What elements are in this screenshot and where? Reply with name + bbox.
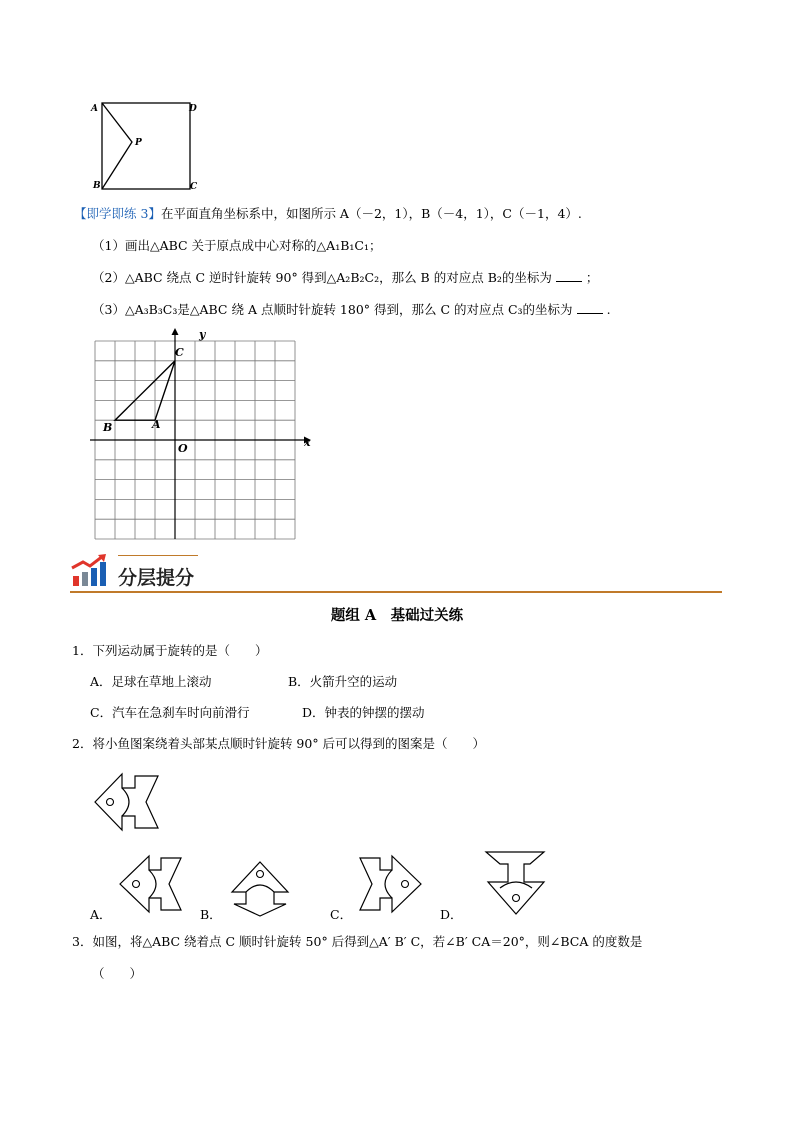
answer-blank-q2[interactable] bbox=[556, 270, 582, 282]
fish-option-c-figure[interactable] bbox=[354, 850, 426, 920]
q1-option-d[interactable]: D．钟表的钟摆的摆动 bbox=[302, 705, 425, 720]
q3-answer-paren: （ ） bbox=[92, 966, 143, 981]
exercise3-intro: 在平面直角坐标系中，如图所示 A（－2，1），B（－4，1），C（－1，4）. bbox=[160, 206, 582, 221]
fish-option-a-figure[interactable] bbox=[115, 850, 185, 920]
grid-label-a: A bbox=[152, 418, 161, 431]
section-title-overline bbox=[118, 555, 198, 556]
square-label-c: C bbox=[190, 182, 198, 192]
bar-chart-growth-icon bbox=[70, 554, 108, 588]
answer-blank-q3[interactable] bbox=[577, 302, 603, 314]
square-label-d: D bbox=[189, 104, 197, 114]
fish-original-figure bbox=[92, 766, 162, 838]
q2-option-b-label[interactable]: B． bbox=[200, 907, 222, 922]
grid-label-b: B bbox=[103, 421, 113, 434]
fish-option-d-figure[interactable] bbox=[480, 848, 552, 920]
q2-stem: 2．将小鱼图案绕着头部某点顺时针旋转 90° 后可以得到的图案是（ ） bbox=[72, 736, 486, 751]
exercise3-q2-end: ； bbox=[585, 270, 599, 285]
grid-label-y: y bbox=[199, 328, 206, 341]
section-title: 分层提分 bbox=[118, 567, 195, 589]
exercise3-q3: （3）△A₃B₃C₃是△ABC 绕 A 点顺时针旋转 180° 得到，那么 C 的对应点 C₃的坐标为 bbox=[92, 302, 573, 317]
coordinate-grid-figure bbox=[90, 325, 320, 545]
q3-stem: 3．如图，将△ABC 绕着点 C 顺时针旋转 50° 后得到△A′ B′ C，若∠B′ CA＝20°，则∠BCA 的度数是 bbox=[72, 934, 643, 949]
q2-option-a-label[interactable]: A． bbox=[90, 907, 112, 922]
exercise3-intro-line bbox=[74, 206, 582, 222]
fish-option-b-figure[interactable] bbox=[224, 850, 296, 922]
exercise3-q1: （1）画出△ABC 关于原点成中心对称的△A₁B₁C₁； bbox=[92, 238, 382, 253]
q2-option-c-label[interactable]: C． bbox=[330, 907, 353, 922]
q2-option-d-label[interactable]: D． bbox=[440, 907, 463, 922]
section-rule bbox=[70, 591, 722, 593]
exercise3-q3-line bbox=[92, 302, 611, 318]
square-label-a: A bbox=[91, 104, 98, 114]
exercise3-q2-line bbox=[92, 270, 598, 286]
q1-option-c[interactable]: C．汽车在急刹车时向前滑行 bbox=[90, 705, 250, 720]
exercise3-q2: （2）△ABC 绕点 C 逆时针旋转 90° 得到△A₂B₂C₂，那么 B 的对应点 B₂的坐标为 bbox=[92, 270, 552, 285]
group-a-title: 题组 A 基础过关练 bbox=[330, 607, 464, 624]
q1-stem: 1．下列运动属于旋转的是（ ） bbox=[72, 643, 268, 658]
q1-option-b[interactable]: B．火箭升空的运动 bbox=[288, 674, 398, 689]
grid-label-origin: O bbox=[178, 442, 188, 455]
grid-label-c: C bbox=[175, 346, 184, 359]
square-figure bbox=[85, 95, 205, 195]
q1-option-a[interactable]: A．足球在草地上滚动 bbox=[90, 674, 212, 689]
grid-label-x: x bbox=[304, 436, 311, 449]
square-label-p: P bbox=[135, 138, 142, 148]
exercise3-q3-end: . bbox=[606, 302, 611, 317]
exercise3-tag: 【即学即练 3】 bbox=[74, 206, 161, 221]
square-label-b: B bbox=[93, 181, 101, 191]
